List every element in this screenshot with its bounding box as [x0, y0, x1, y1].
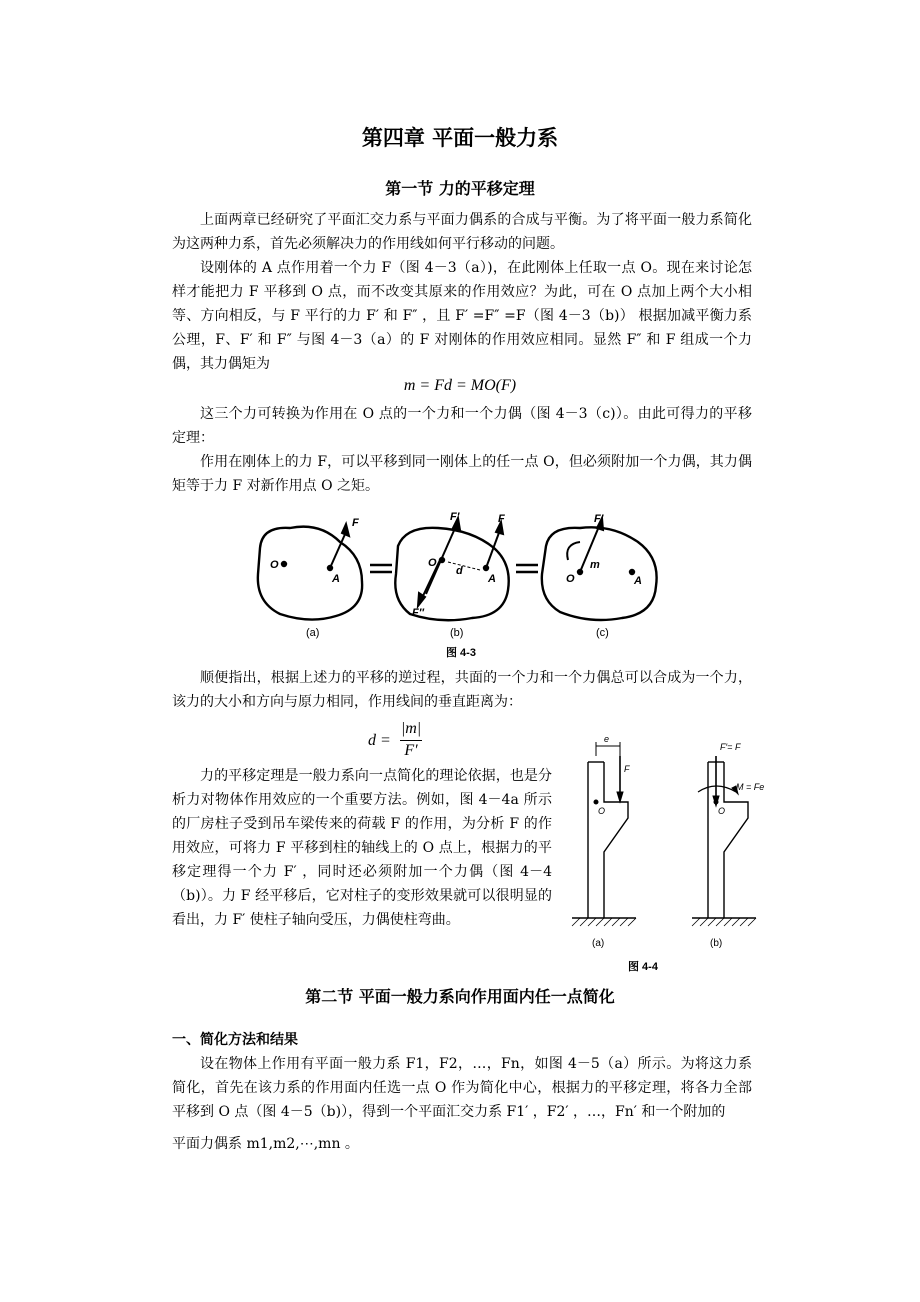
- figure-caption: 图 4-3: [446, 647, 476, 659]
- chapter-title: 第四章 平面一般力系: [361, 125, 559, 150]
- point-O: [714, 800, 718, 804]
- figure-caption: 图 4-4: [628, 961, 658, 973]
- section-1-body: [172, 208, 752, 376]
- subfig-label-c: (c): [596, 627, 609, 639]
- paragraph: 作用在刚体上的力 F，可以平移到同一刚体上的任一点 O，但必须附加一个力偶，其力偶矩等于力 F 对新作用点 O 之矩。: [172, 454, 752, 494]
- formula-numerator: |m|: [400, 720, 422, 737]
- paragraph: 设刚体的 A 点作用着一个力 F（图 4－3（a）)，在此刚体上任取一点 O。现在来讨论怎样才能把力 F 平移到 O 点，而不改变其原来的作用效应？为此，可在 O 点加上两个大小相等、方向相反，与 F 平行的力 F′ 和 F″ ，且 F′ =F″ =F（图 4－3（b)） 根据加减平衡力系公理，F、F′ 和 F″ 与图 4－3（a）的 F 对刚体的作用效应相同。显然 F″ 和 F 组成一个力偶，其力偶矩为: [172, 260, 752, 372]
- label-m: m: [590, 559, 600, 571]
- paragraph: 设在物体上作用有平面一般力系 F1，F2，…，Fn，如图 4－5（a）所示。为将这力系简化，首先在该力系的作用面内任选一点 O 作为简化中心，根据力的平移定理，将各力全部平移到 O 点（图 4－5（b)），得到一个平面汇交力系 F1′ ，F2′ ，…，Fn′ 和一个附加的: [172, 1056, 752, 1120]
- section-1-body-2: [172, 402, 752, 498]
- point-A-c: [630, 570, 634, 574]
- point-O-c: [578, 570, 582, 574]
- force-F-a: [330, 532, 346, 568]
- formula-distance: [368, 720, 468, 764]
- paragraph: 力的平移定理是一般力系向一点简化的理论依据，也是分析力对物体作用效应的一个重要方法。例如，图 4－4a 所示的厂房柱子受到吊车梁传来的荷载 F 的作用，为分析 F 的作用效应，可将力 F 平移到柱的轴线上的 O 点上，根据力的平移定理得一个力 F′ ，同时还必须附加一个力偶（图 4－4 （b)）。力 F 经平移后，它对柱子的变形效果就可以很明显的看出，力 F′ 使柱子轴向受压，力偶使柱弯曲。: [172, 768, 552, 928]
- figure-4-3: [250, 508, 670, 660]
- label-F: F: [498, 513, 505, 525]
- subfig-label-b: (b): [450, 627, 464, 639]
- point-A-b: [484, 566, 488, 570]
- formula-denominator: F′: [404, 742, 418, 759]
- paragraph: 顺便指出，根据上述力的平移的逆过程，共面的一个力和一个力偶总可以合成为一个力，该力的大小和方向与原力相同，作用线间的垂直距离为：: [172, 670, 752, 710]
- label-A: A: [488, 573, 496, 585]
- subheading: 一、简化方法和结果: [172, 1032, 298, 1048]
- paragraph: 这三个力可转换为作用在 O 点的一个力和一个力偶（图 4－3（c)）。由此可得力的平移定理：: [172, 406, 752, 446]
- paragraph: 平面力偶系 m1,m2,⋯,mn 。: [172, 1136, 359, 1152]
- arrow-head-icon: [342, 524, 349, 536]
- formula-lhs: d =: [368, 732, 391, 749]
- label-O: O: [566, 573, 575, 585]
- label-F: F: [624, 764, 630, 774]
- section-1-body-4: [172, 764, 552, 932]
- point-O: [594, 800, 598, 804]
- label-O: O: [428, 557, 437, 569]
- point-A-a: [328, 566, 332, 570]
- force-F-b: [486, 530, 500, 568]
- section-2-body: [172, 1028, 752, 1156]
- label-O: O: [718, 806, 726, 816]
- label-F-prime: F′: [594, 513, 604, 525]
- subfig-label-a: (a): [306, 627, 320, 639]
- label-F-double-prime: F″: [412, 607, 424, 619]
- couple-arc: [698, 786, 736, 792]
- label-F-prime: F′: [450, 511, 460, 523]
- column-a: [588, 762, 628, 918]
- section-1-title: 第一节 力的平移定理: [385, 179, 535, 198]
- label-O: O: [270, 559, 279, 571]
- paragraph: 上面两章已经研究了平面汇交力系与平面力偶系的合成与平衡。为了将平面一般力系简化为这两种力系，首先必须解决力的作用线如何平行移动的问题。: [172, 212, 752, 252]
- point-O-a: [282, 562, 286, 566]
- label-F: F: [352, 517, 359, 529]
- formula-moment: m = Fd = MO(F): [403, 377, 517, 394]
- distance-d-line: [448, 562, 480, 570]
- rigid-body-c: [542, 527, 657, 620]
- figure-4-4: [560, 722, 780, 982]
- label-A: A: [332, 573, 340, 585]
- label-O: O: [598, 806, 606, 816]
- label-M: M = Fe: [736, 782, 765, 792]
- label-A: A: [634, 575, 642, 587]
- arrow-head-icon: [617, 792, 623, 802]
- label-e: e: [604, 734, 610, 744]
- section-1-body-3: [172, 666, 752, 714]
- couple-m-arc: [567, 542, 580, 560]
- point-O-b: [440, 558, 444, 562]
- subfig-label-b: (b): [710, 938, 723, 949]
- section-2-title: 第二节 平面一般力系向作用面内任一点简化: [305, 987, 615, 1006]
- label-F-prime-eq-F: F′= F: [720, 742, 741, 752]
- rigid-body-a: [258, 527, 362, 620]
- label-d: d: [456, 565, 463, 577]
- subfig-label-a: (a): [592, 938, 605, 949]
